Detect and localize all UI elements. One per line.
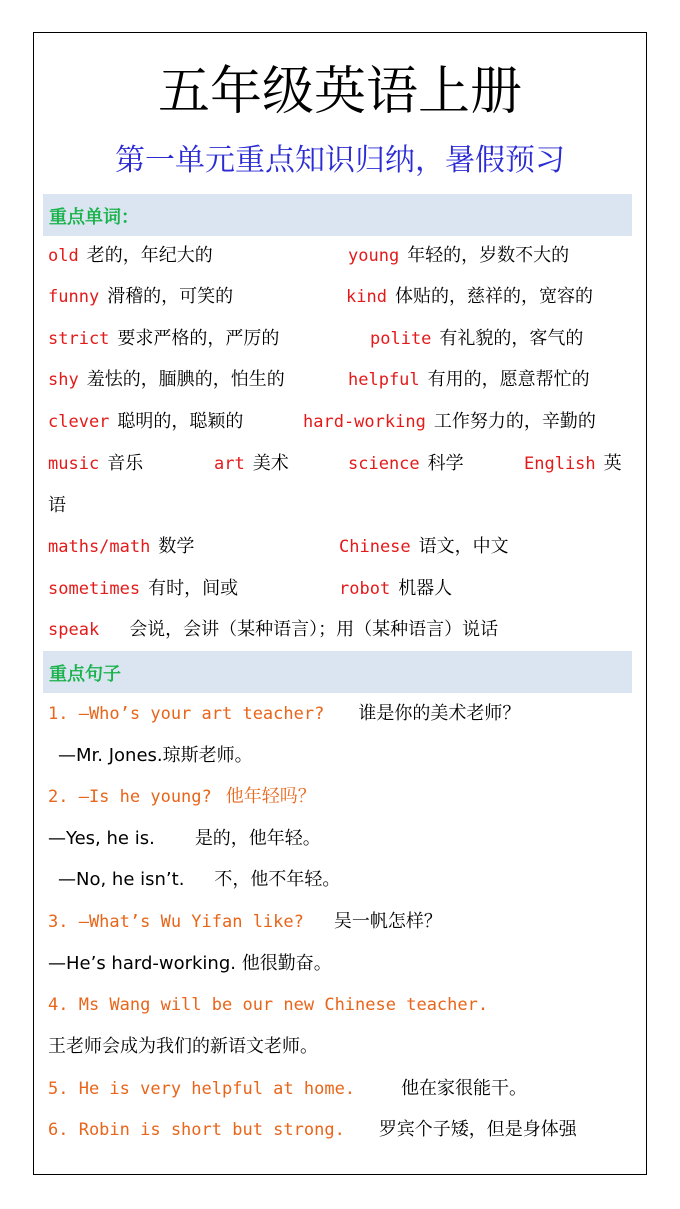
- vocab-word: maths/math: [48, 537, 151, 557]
- sentence-4: [48, 985, 488, 1025]
- vocab-row-6b: [214, 444, 289, 484]
- sentence-english: 5. He is very helpful at home.: [48, 1079, 356, 1099]
- vocab-word: robot: [339, 579, 391, 599]
- vocab-row-4b: [348, 360, 590, 400]
- vocab-meaning: 工作努力的，辛勤的: [433, 411, 596, 432]
- vocab-meaning: 语: [48, 495, 66, 516]
- vocab-row-1b: [348, 236, 569, 276]
- sentence-english: 4. Ms Wang will be our new Chinese teacher.: [48, 995, 489, 1015]
- sentence-answer: —No, he isn’t.: [58, 869, 185, 890]
- sentence-english: 6. Robin is short but strong.: [48, 1120, 345, 1140]
- vocab-row-6d: [524, 444, 622, 484]
- sentence-english: 1. —Who’s your art teacher?: [48, 704, 325, 724]
- vocab-meaning: 体贴的，慈祥的，宽容的: [394, 286, 593, 307]
- sentence-answer-chinese: 是的，他年轻。: [194, 828, 321, 849]
- vocab-row-2: [48, 277, 233, 317]
- sentence-chinese: 谁是你的美术老师？: [358, 703, 521, 724]
- vocab-meaning: 有礼貌的，客气的: [439, 328, 584, 349]
- vocab-meaning: 英: [603, 453, 622, 474]
- vocab-row-1: [48, 236, 213, 276]
- vocab-meaning: 羞怯的，腼腆的，怕生的: [86, 369, 285, 390]
- sentence-answer: —He’s hard-working. 他很勤奋。: [48, 953, 332, 974]
- vocab-meaning: 音乐: [107, 453, 144, 474]
- vocab-row-7b: [339, 527, 509, 567]
- vocab-word: old: [48, 246, 79, 266]
- sentence-answer: 王老师会成为我们的新语文老师。: [48, 1036, 318, 1057]
- sentence-chinese: 罗宾个子矮，但是身体强: [378, 1119, 577, 1140]
- page-subtitle: 第一单元重点知识归纳，暑假预习: [115, 143, 565, 178]
- vocab-word: clever: [48, 412, 110, 432]
- vocab-meaning: 美术: [252, 453, 289, 474]
- sentence-2: [48, 777, 316, 817]
- vocab-meaning: 会说，会讲（某种语言）；用（某种语言）说话: [129, 619, 499, 640]
- vocab-meaning: 要求严格的，严厉的: [117, 328, 280, 349]
- sentence-answer-chinese: 不，他不年轻。: [214, 869, 341, 890]
- vocab-row-3b: [370, 319, 583, 359]
- sentence-english: 3. —What’s Wu Yifan like?: [48, 912, 304, 932]
- vocab-row-8: [48, 569, 238, 609]
- vocab-word: polite: [370, 329, 432, 349]
- vocab-meaning: 有用的，愿意帮忙的: [427, 369, 590, 390]
- vocab-word: strict: [48, 329, 110, 349]
- vocab-word: helpful: [348, 370, 420, 390]
- vocab-word: music: [48, 454, 100, 474]
- vocab-word: Chinese: [339, 537, 411, 557]
- vocab-word: funny: [48, 287, 100, 307]
- sentence-5: [48, 1069, 527, 1109]
- vocab-row-6: [48, 444, 143, 484]
- vocab-row-5: [48, 402, 243, 442]
- vocab-row-3: [48, 319, 279, 359]
- vocab-word: shy: [48, 370, 79, 390]
- sentence-2-answer-2: [58, 860, 340, 900]
- vocab-meaning: 年轻的，岁数不大的: [407, 245, 570, 266]
- sentence-english: 2. —Is he young?: [48, 787, 212, 807]
- vocab-row-7: [48, 527, 194, 567]
- vocab-word: science: [348, 454, 420, 474]
- vocab-row-5b: [303, 402, 596, 442]
- vocab-meaning: 老的，年纪大的: [86, 245, 213, 266]
- vocab-meaning: 语文，中文: [418, 536, 509, 557]
- vocab-row-8b: [339, 569, 452, 609]
- sentence-heading: 重点句子: [49, 664, 121, 685]
- vocab-row-2b: [346, 277, 593, 317]
- sentence-chinese: 他年轻吗？: [225, 786, 316, 807]
- vocab-word: hard-working: [303, 412, 426, 432]
- vocab-meaning: 聪明的，聪颖的: [117, 411, 244, 432]
- vocab-row-9: [48, 610, 498, 650]
- vocab-word: sometimes: [48, 579, 141, 599]
- sentence-6: [48, 1110, 577, 1150]
- vocab-meaning: 滑稽的，可笑的: [107, 286, 234, 307]
- sentence-1: [48, 694, 520, 734]
- sentence-chinese: 吴一帆怎样？: [333, 911, 442, 932]
- vocab-row-4: [48, 360, 285, 400]
- page-title: 五年级英语上册: [157, 62, 522, 122]
- vocab-meaning: 科学: [427, 453, 464, 474]
- vocab-meaning: 有时，间或: [148, 578, 239, 599]
- vocab-row-6-wrap: [48, 486, 66, 526]
- vocab-heading: 重点单词：: [49, 207, 139, 228]
- vocab-row-6c: [348, 444, 464, 484]
- sentence-chinese: 他在家很能干。: [401, 1078, 528, 1099]
- vocab-word: kind: [346, 287, 387, 307]
- sentence-4-translation: [48, 1027, 318, 1067]
- sentence-answer: —Yes, he is.: [48, 828, 155, 849]
- vocab-meaning: 机器人: [398, 578, 453, 599]
- vocab-word: speak: [48, 620, 100, 640]
- sentence-1-answer: [58, 736, 253, 776]
- vocab-word: English: [524, 454, 596, 474]
- sentence-answer: —Mr. Jones.琼斯老师。: [58, 745, 253, 766]
- sentence-heading-bar: [43, 651, 632, 693]
- vocab-heading-bar: [43, 194, 632, 236]
- vocab-word: young: [348, 246, 400, 266]
- sentence-3-answer: [48, 944, 332, 984]
- sentence-2-answer-1: [48, 819, 321, 859]
- vocab-word: art: [214, 454, 245, 474]
- vocab-meaning: 数学: [158, 536, 195, 557]
- sentence-3: [48, 902, 442, 942]
